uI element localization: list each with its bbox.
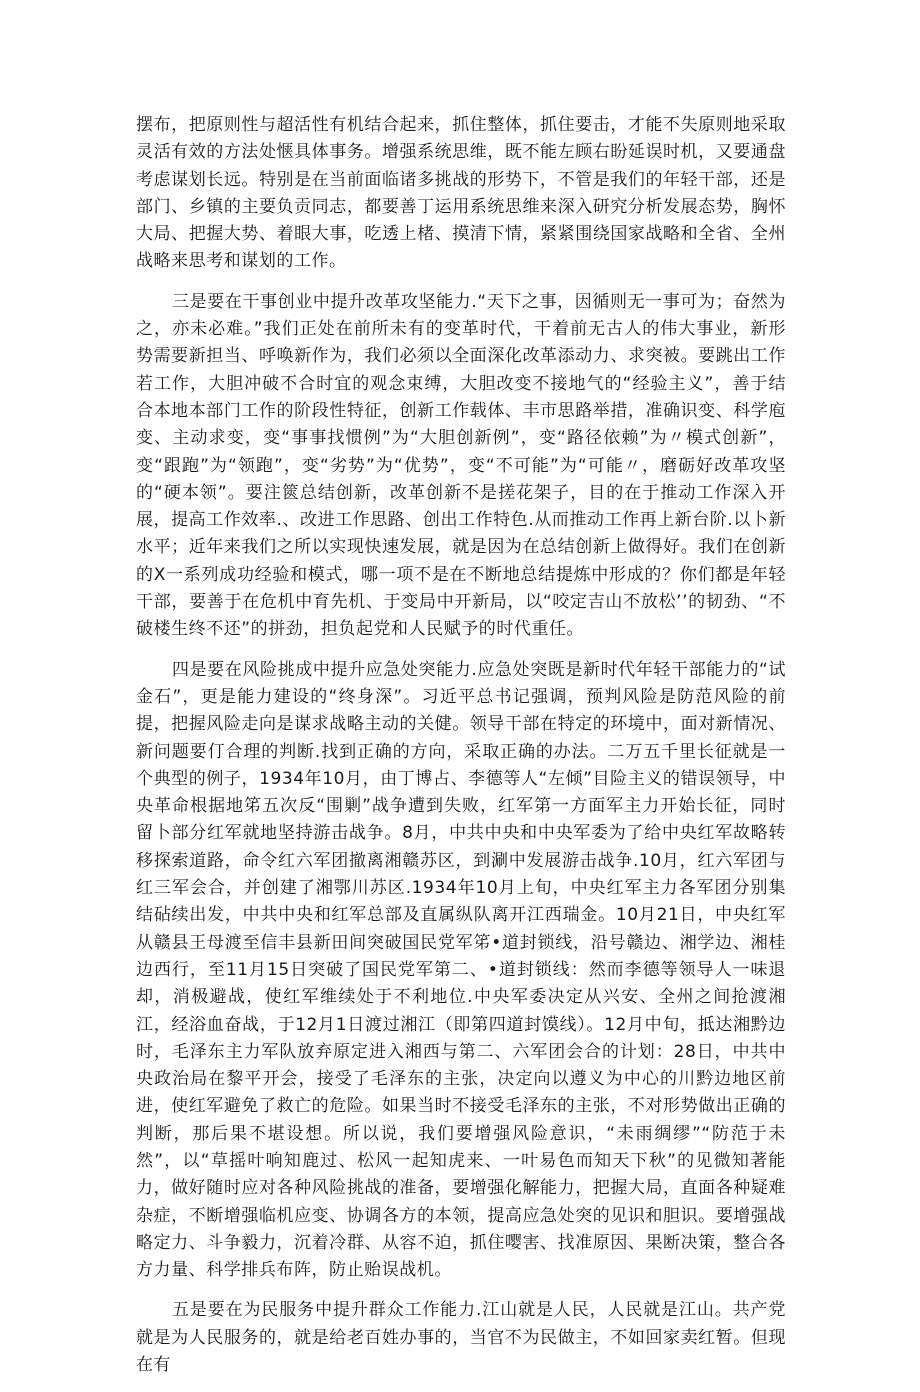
paragraph-continuation: 摆布，把原则性与超活性有机结合起来，抓住整体，抓住要击，才能不失原则地采取灵活有效的方法处惬具体事务。增强系统思维，既不能左顾右盼延误时机，又要通盘考虑谋划长远。特别是在当前面临诸多挑战的形势下，不管是我们的年轻干部，还是部门、乡镇的主要负贡同志，都要善丁运用系统思维来深入研究分析发展态势，胸怀大局、把握大势、着眼大事，吃透上楮、摸清下情，紧紧围绕国家战略和全省、全州战略来思考和谋划的工作。 — [136, 115, 786, 272]
paragraph-mass-work: 五是要在为民服务中提升群众工作能力.江山就是人民，人民就是江山。共产党就是为人民服务的，就是给老百姓办事的，当官不为民做主，不如回家卖红暂。但现在有 — [136, 1300, 786, 1376]
paragraph-emergency-response: 四是要在风险挑成中提升应急处突能力.应急处突既是新时代年轻干部能力的“试金石”，更是能力建设的“终身深”。习近平总书记强调，预判风险是防范风险的前提，把握风险走向是谋求战略主动的关健。领导干部在特定的环境中，面对新情况、新问题要仃合理的判断.找到正确的方向，采取正确的办法。二万五千里长征就是一个典型的例子，1934年10月，由丁博占、李德等人“左倾”目险主义的错误领导，中央革命根据地笫五次反“围剿”战争遭到失败，红军第一方面军主力开始长征，同时留卜部分红军就地坚持游击战争。8月，中共中央和中央军委为了给中央红军故略转移探索道路，命令红六军团撤离湘赣苏区，到涮中发展游击战争.10月，红六军团与红三军会合，并创建了湘鄂川苏区.1934年10月上旬，中央红军主力各军团分别集结砧续出发，中共中央和红军总部及直属纵队离开江西瑞金。10月21日，中央红军从赣县王母渡至信丰县新田间突破国民党军笫•道封锁线，沿号赣边、湘学边、湘桂边西行，至11月15日突破了国民党军第二、•道封锁线：然而李德等领导人一味退却，消极避战，使红军维续处于不利地位.中央军委决定从兴安、全州之间抢渡湘江，经浴血奋战，于12月1日渡过湘江（即第四道封馍线）。12月中旬，抵达湘黔边时，毛泽东主力军队放弃原定进入湘西与第二、六军团会合的计划：28日，中共中央政治局在黎平开会，接受了毛泽东的主张，决定向以遵义为中心的川黔边地区前进，使红军避免了救亡的危险。如果当时不接受毛泽东的主张，不对形势做出正确的判断，那后果不堪设想。所以说，我们要增强风险意识，“未雨绸缪”“防范于未然”，以“草摇叶响知鹿过、松风一起知虎来、一叶易色而知天下秋”的见微知著能力，做好随时应对各种风险挑战的准备，要增强化解能力，把握大局，直面各种疑难杂症，不断增强临机应变、协调各方的本领，提高应急处突的见识和胆识。要增强战略定力、斗争毅力，沉着冷群、从容不迫，抓住嘤害、找准原因、果断决策，整合各方力量、科学排兵布阵，防止贻误战机。 — [136, 659, 786, 1281]
document-body — [136, 112, 786, 1392]
paragraph-reform-capability: 三是要在干事创业中提升改革攻坚能力.“天下之事，因循则无一事可为；奋然为之，亦未必难。”我们正处在前所未有的变革时代，干着前无古人的伟大事业，新形势需要新担当、呼唤新作为，我们必须以全面深化改革添动力、求突被。要跳出工作若工作，大胆冲破不合时宜的观念束缚，大胆改变不接地气的“经验主义”，善于结合本地本部门工作的阶段性特征，创新工作载体、丰市思路举措，准确识变、科学庖变、主动求变，变“事事找惯例”为“大胆创新例”，变“路径依赖”为〃模式创新”，变“跟跑”为“领跑”，变“劣势”为“优势”，变“不可能”为“可能〃，磨砺好改革攻坚的“硬本领”。要注篋总结创新，改革创新不是搓花架子，目的在于推动工作深入开展，提高工作效率.、改进工作思路、创出工作特色.从而推动工作再上新台阶.以卜新水平；近年来我们之所以实现快速发展，就是因为在总结创新上做得好。我们在创新的X一系列成功经验和模式，哪一项不是在不断地总结提炼中形成的？你们都是年轻干部，要善于在危机中育先机、于变局中开新局，以“咬定吉山不放松’’的韧劲、“不破楼生终不还”的拼劲，担负起党和人民赋予的时代重任。 — [136, 291, 786, 640]
